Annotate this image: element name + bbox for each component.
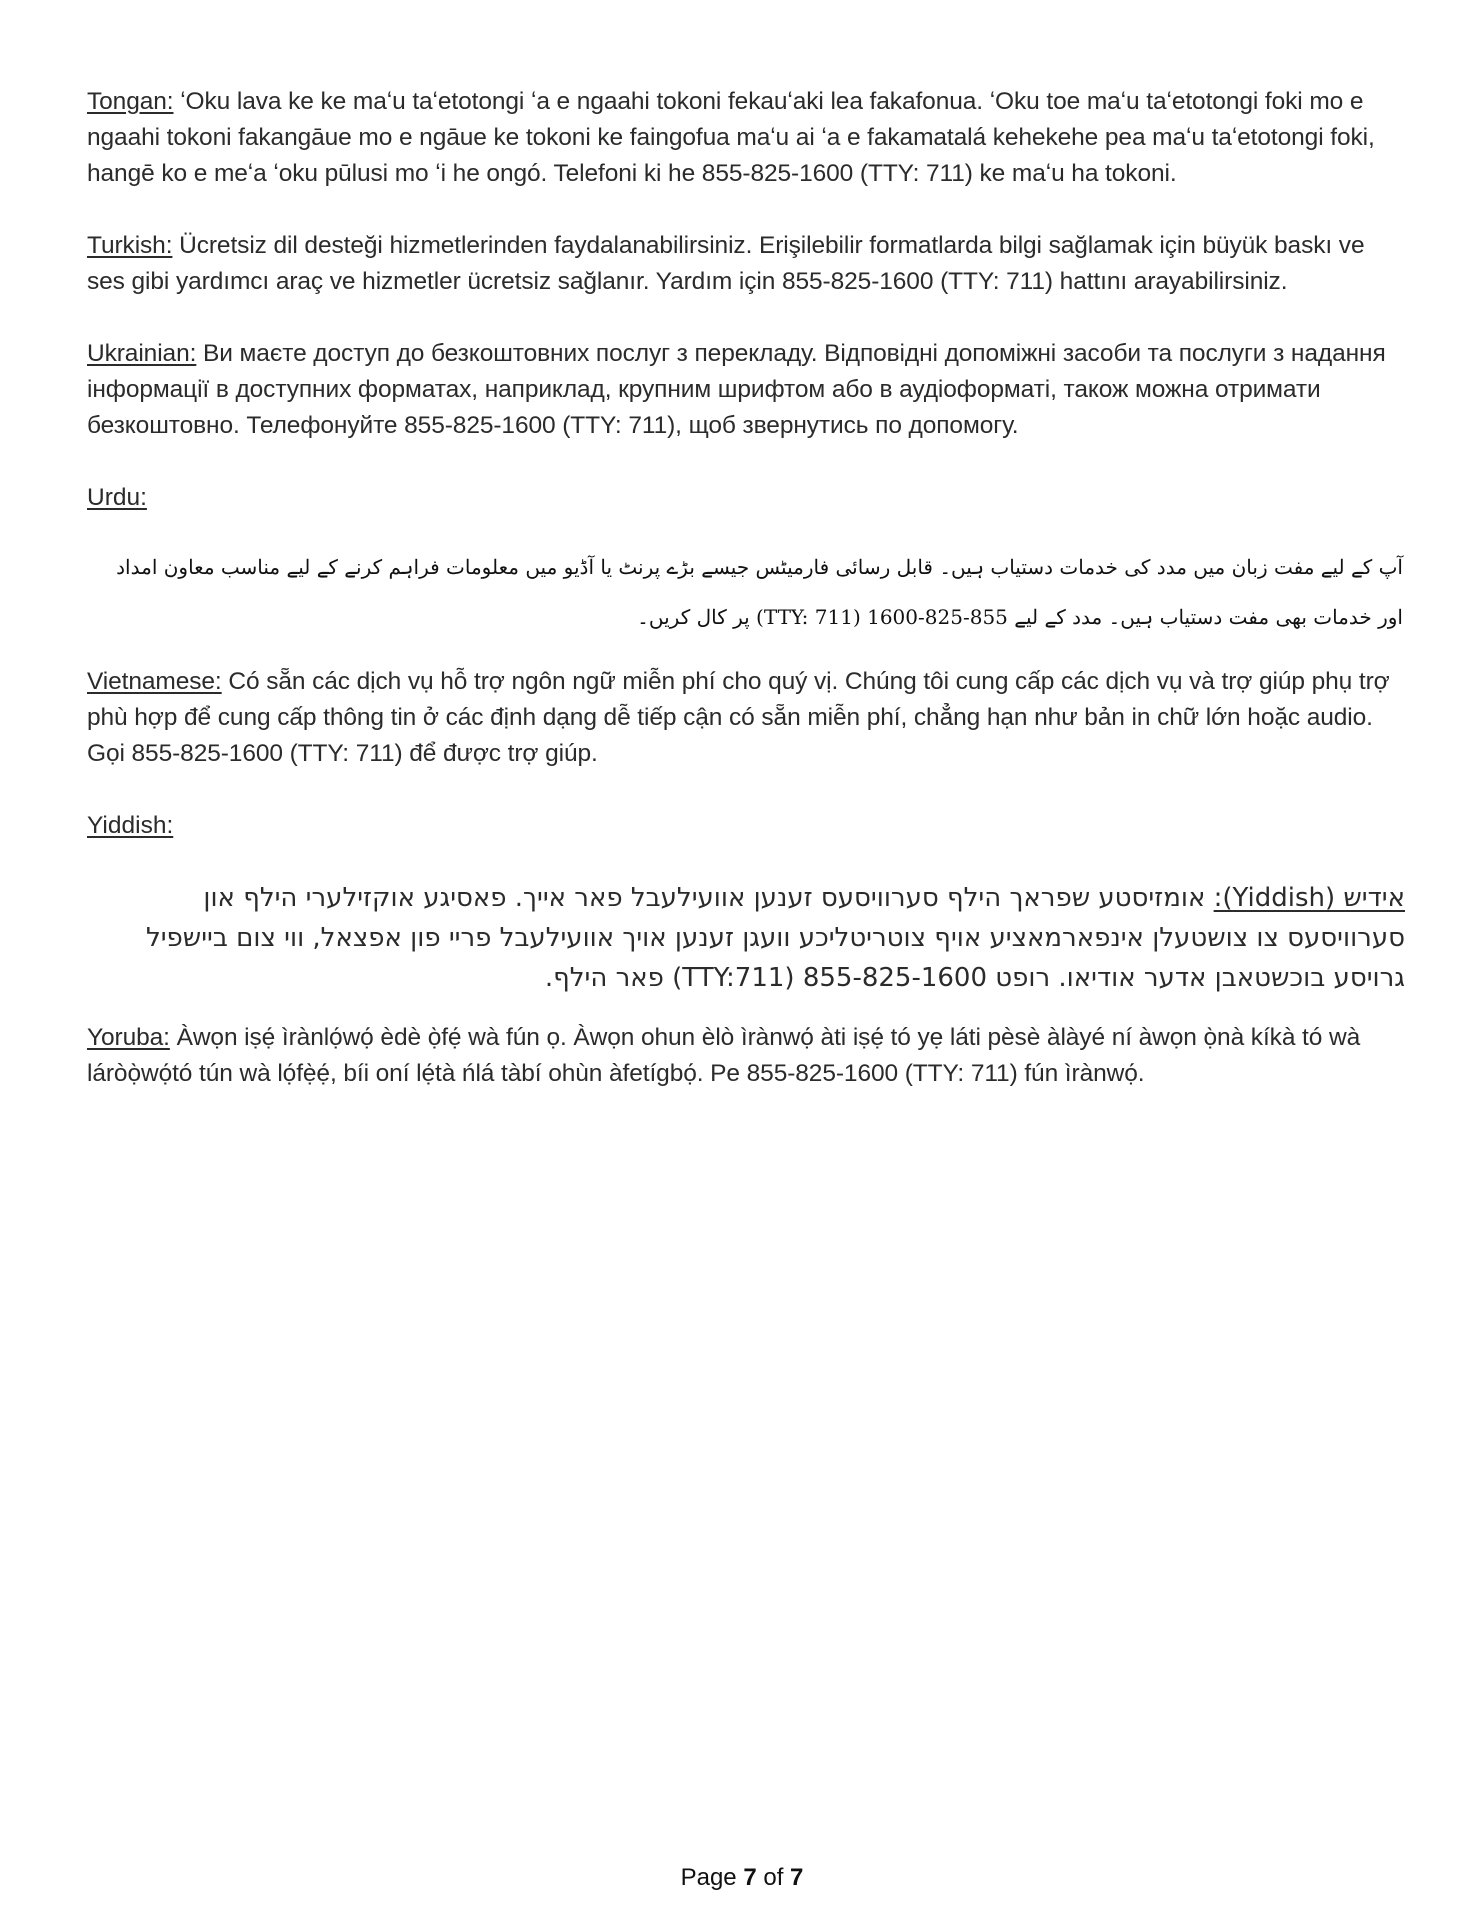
section-text-yiddish: אומזיסטע שפראך הילף סערוויסעס זענען אוועילעבל פאר אייך. פאסיגע אוקזילערי הילף און סערוויסעס צו צושטעלן אינפארמאציע אויף צוטריטליכע וועגן זענען אויך אוועילעבל פריי פון אפצאל, ווי צום ביישפיל גרויסע בוכשטאבן אדער אודיאו. רופט 855-825-1600 (TTY:711) פאר הילף. [145,883,1405,993]
page-number-total: 7 [790,1864,804,1891]
language-label-yiddish: Yiddish: [87,812,174,839]
section-text-vietnamese: Có sẵn các dịch vụ hỗ trợ ngôn ngữ miễn phí cho quý vị. Chúng tôi cung cấp các dịch vụ và trợ giúp phụ trợ phù hợp để cung cấp thông tin ở các định dạng dễ tiếp cận có sẵn miễn phí, chẳng hạn như bản in chữ lớn hoặc audio. Gọi 855-825-1600 (TTY: 711) để được trợ giúp. [87,668,1390,767]
section-text-tongan: ʻOku lava ke ke maʻu taʻetotongi ʻa e ngaahi tokoni fekauʻaki lea fakafonua. ʻOku toe maʻu taʻetotongi foki mo e ngaahi tokoni fakangāue mo e ngāue ke tokoni ke faingofua maʻu ai ʻa e fakamatalá kehekehe pea maʻu taʻetotongi foki, hangē ko e meʻa ʻoku pūlusi mo ʻi he ongó. Telefoni ki he 855-825-1600 (TTY: 711) ke maʻu ha tokoni. [87,88,1375,187]
section-vietnamese [87,664,1405,772]
language-label-tongan: Tongan: [87,88,174,115]
section-turkish [87,228,1405,300]
page-footer [0,1864,1484,1892]
section-text-urdu: آپ کے لیے مفت زبان میں مدد کی خدمات دستیاب ہیں۔ قابل رسائی فارمیٹس جیسے بڑے پرنٹ یا آڈیو میں معلومات فراہم کرنے کے لیے مناسب معاون امداد اور خدمات بھی مفت دستیاب ہیں۔ مدد کے لیے 855-825-1600 (TTY: 711) پر کال کریں۔ [116,555,1403,629]
page-number-current: 7 [743,1864,757,1891]
language-label-yoruba: Yoruba: [87,1024,170,1051]
section-ukrainian [87,336,1405,444]
section-tongan [87,84,1405,192]
page-number-middle: of [756,1864,791,1891]
document-body [87,84,1405,1128]
section-text-turkish: Ücretsiz dil desteği hizmetlerinden faydalanabilirsiniz. Erişilebilir formatlarda bilgi sağlamak için büyük baskı ve ses gibi yardımcı araç ve hizmetler ücretsiz sağlanır. Yardım için 855-825-1600 (TTY: 711) hattını arayabilirsiniz. [87,232,1365,295]
yiddish-inline-label: אידיש (Yiddish): [1213,883,1405,913]
language-label-ukrainian: Ukrainian: [87,340,197,367]
language-label-turkish: Turkish: [87,232,173,259]
section-yiddish-body [87,878,1405,998]
section-text-ukrainian: Ви маєте доступ до безкоштовних послуг з перекладу. Відповідні допоміжні засоби та послуги з надання інформації в доступних форматах, наприклад, крупним шрифтом або в аудіоформаті, також можна отримати безкоштовно. Телефонуйте 855-825-1600 (TTY: 711), щоб звернутись по допомогу. [87,340,1386,439]
section-text-yoruba: Àwọn iṣẹ́ ìrànlọ́wọ́ èdè ọ̀fẹ́ wà fún ọ. Àwọn ohun èlò ìrànwọ́ àti iṣẹ́ tó yẹ láti pèsè àlàyé ní àwọn ọ̀nà kíkà tó wà láròọ̀wọ́tó tún wà lọ́fẹ̀ẹ́, bíi oní lẹ́tà ńlá tàbí ohùn àfetígbọ́. Pe 855-825-1600 (TTY: 711) fún ìrànwọ́. [87,1024,1361,1087]
language-label-vietnamese: Vietnamese: [87,668,222,695]
page-number-prefix: Page [680,1864,744,1891]
language-label-urdu: Urdu: [87,484,147,511]
section-urdu-heading [87,480,1405,516]
section-yoruba [87,1020,1405,1092]
section-yiddish-heading [87,808,1405,844]
